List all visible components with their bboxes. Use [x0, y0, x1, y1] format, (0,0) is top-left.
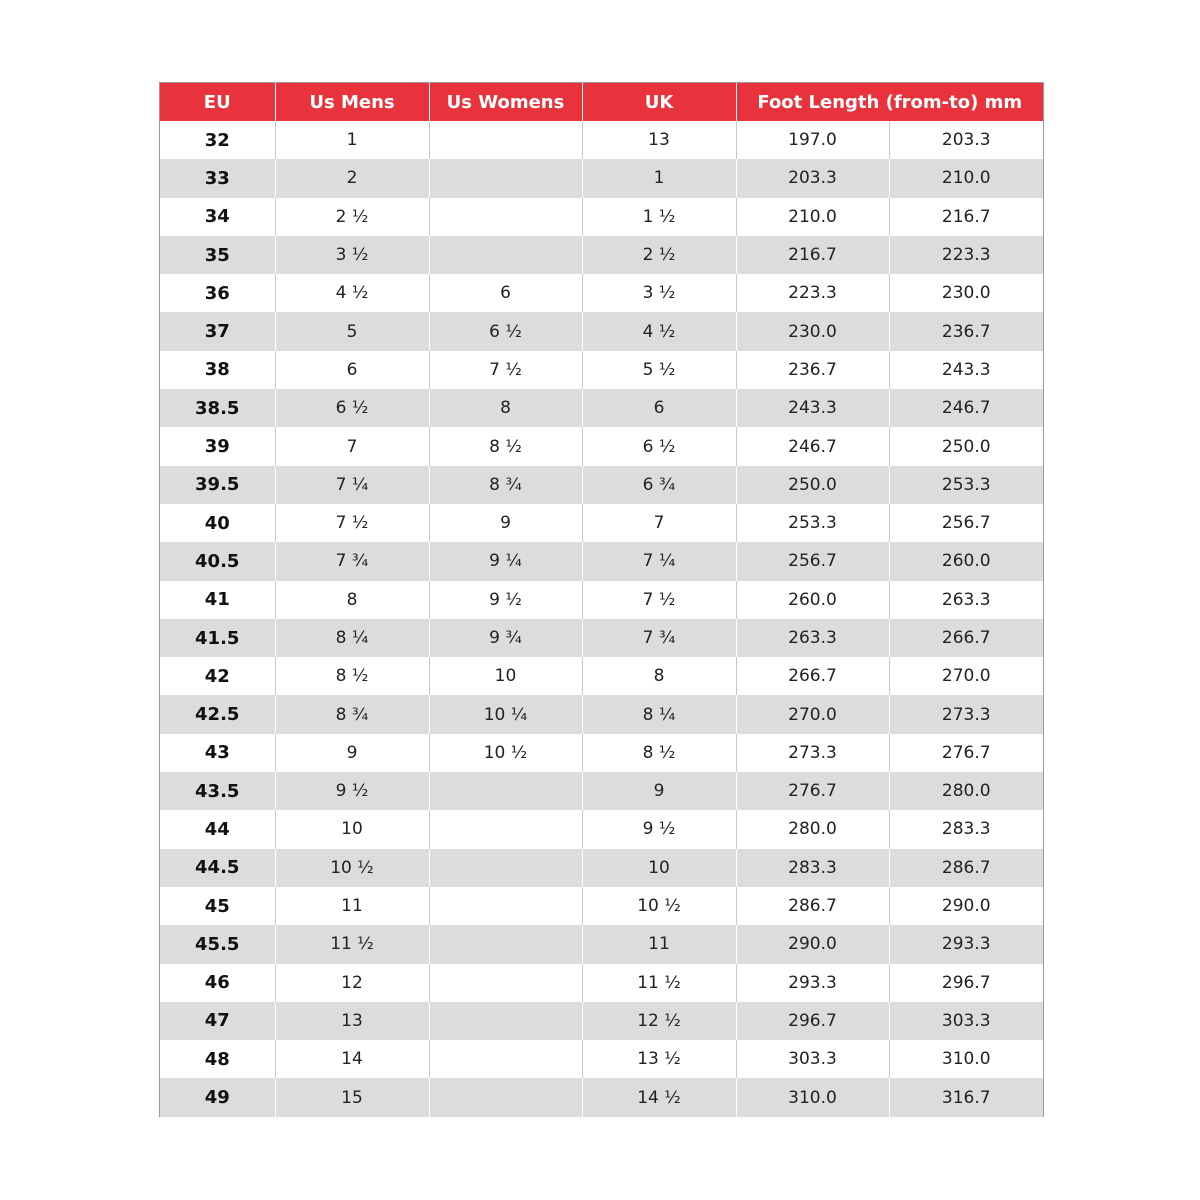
uk-cell: 14 ½: [582, 1078, 736, 1116]
foot-length-from-cell: 210.0: [736, 198, 889, 236]
foot-length-from-cell: 223.3: [736, 274, 889, 312]
foot-length-to-cell: 283.3: [941, 819, 991, 840]
eu-cell: 46: [160, 964, 275, 1002]
us-womens-cell: 9 ¼: [429, 542, 582, 580]
foot-length-to-cell: 250.0: [941, 436, 991, 457]
eu-cell: 40: [160, 504, 275, 542]
foot-length-to-cell: 273.3: [889, 695, 1043, 733]
us-womens-cell: [429, 925, 582, 963]
us-mens-cell: 4 ½: [275, 274, 429, 312]
us-womens-cell: [429, 1040, 582, 1078]
foot-length-from-cell: 236.7: [736, 351, 889, 389]
us-mens-cell: 2: [275, 159, 429, 197]
us-mens-cell: 10: [275, 810, 429, 848]
foot-length-to-cell: 303.3: [889, 1002, 1043, 1040]
foot-length-from-cell: 270.0: [736, 695, 889, 733]
table-row: [160, 849, 1043, 887]
size-table: [160, 83, 1043, 1117]
us-mens-cell: 10 ½: [275, 849, 429, 887]
foot-length-from-cell: 290.0: [736, 925, 889, 963]
eu-cell: 37: [160, 312, 275, 350]
uk-cell: 6: [582, 389, 736, 427]
table-row: [160, 312, 1043, 350]
us-womens-cell: [429, 1078, 582, 1116]
foot-length-to-cell: 256.7: [941, 513, 991, 534]
us-mens-cell: 11: [275, 887, 429, 925]
us-womens-cell: [429, 887, 582, 925]
uk-cell: 10 ½: [582, 887, 736, 925]
header-eu: EU: [160, 83, 275, 121]
us-mens-cell: 9 ½: [275, 772, 429, 810]
us-womens-cell: 6 ½: [429, 312, 582, 350]
foot-length-to-cell: 243.3: [941, 359, 991, 380]
us-mens-cell: 5: [275, 312, 429, 350]
table-row: [160, 734, 1043, 772]
us-womens-cell: 8 ½: [429, 427, 582, 465]
foot-length-from-cell: 216.7: [736, 236, 889, 274]
foot-length-from-cell: 310.0: [736, 1078, 889, 1116]
eu-cell: 38.5: [160, 389, 275, 427]
eu-cell: 38: [160, 351, 275, 389]
uk-cell: 6 ¾: [582, 466, 736, 504]
us-mens-cell: 8 ¾: [275, 695, 429, 733]
foot-length-from-cell: 260.0: [736, 581, 889, 619]
foot-length-to-cell: 210.0: [889, 159, 1043, 197]
foot-length-from-cell: 250.0: [736, 466, 889, 504]
eu-cell: 39: [160, 427, 275, 465]
uk-cell: 8 ¼: [582, 695, 736, 733]
table-row: [160, 274, 1043, 312]
us-mens-cell: 7 ¾: [275, 542, 429, 580]
foot-length-from-cell: 197.0: [736, 121, 889, 159]
size-chart: [159, 82, 1044, 1117]
us-womens-cell: [429, 772, 582, 810]
foot-length-from-cell: 286.7: [736, 887, 889, 925]
header-row: [160, 83, 1043, 121]
foot-length-to-cell: 310.0: [941, 1049, 991, 1070]
us-womens-cell: 9 ½: [429, 581, 582, 619]
uk-cell: 1 ½: [582, 198, 736, 236]
table-row: [160, 657, 1043, 695]
us-womens-cell: [429, 810, 582, 848]
us-mens-cell: 14: [275, 1040, 429, 1078]
table-row: [160, 1078, 1043, 1116]
eu-cell: 41: [160, 581, 275, 619]
foot-length-to-cell: 296.7: [941, 972, 991, 993]
table-row: [160, 810, 1043, 848]
uk-cell: 8 ½: [582, 734, 736, 772]
eu-cell: 45: [160, 887, 275, 925]
us-womens-cell: [429, 236, 582, 274]
header-foot-length: Foot Length (from-to) mm: [736, 83, 1043, 121]
eu-cell: 42.5: [160, 695, 275, 733]
us-mens-cell: 11 ½: [275, 925, 429, 963]
foot-length-to-cell: 230.0: [941, 283, 991, 304]
foot-length-from-cell: 253.3: [736, 504, 889, 542]
uk-cell: 7 ¼: [582, 542, 736, 580]
foot-length-to-cell: 236.7: [889, 312, 1043, 350]
eu-cell: 35: [160, 236, 275, 274]
foot-length-from-cell: 243.3: [736, 389, 889, 427]
eu-cell: 36: [160, 274, 275, 312]
foot-length-to-cell: 280.0: [889, 772, 1043, 810]
us-womens-cell: [429, 964, 582, 1002]
table-row: [160, 964, 1043, 1002]
uk-cell: 7: [582, 504, 736, 542]
eu-cell: 47: [160, 1002, 275, 1040]
us-mens-cell: 6: [275, 351, 429, 389]
us-mens-cell: 7: [275, 427, 429, 465]
us-womens-cell: 10 ¼: [429, 695, 582, 733]
us-mens-cell: 6 ½: [275, 389, 429, 427]
us-mens-cell: 12: [275, 964, 429, 1002]
foot-length-to-cell: 286.7: [889, 849, 1043, 887]
us-mens-cell: 13: [275, 1002, 429, 1040]
foot-length-from-cell: 276.7: [736, 772, 889, 810]
uk-cell: 9 ½: [582, 810, 736, 848]
eu-cell: 48: [160, 1040, 275, 1078]
foot-length-from-cell: 266.7: [736, 657, 889, 695]
foot-length-to-cell: 253.3: [889, 466, 1043, 504]
table-row: [160, 695, 1043, 733]
eu-cell: 49: [160, 1078, 275, 1116]
foot-length-from-cell: 203.3: [736, 159, 889, 197]
uk-cell: 6 ½: [582, 427, 736, 465]
us-mens-cell: 3 ½: [275, 236, 429, 274]
table-row: [160, 389, 1043, 427]
us-womens-cell: 9: [429, 504, 582, 542]
eu-cell: 44: [160, 810, 275, 848]
foot-length-to-cell: 246.7: [889, 389, 1043, 427]
uk-cell: 13: [582, 121, 736, 159]
table-row: [160, 427, 1043, 465]
eu-cell: 40.5: [160, 542, 275, 580]
foot-length-to-cell: 316.7: [889, 1078, 1043, 1116]
us-womens-cell: 8 ¾: [429, 466, 582, 504]
uk-cell: 3 ½: [582, 274, 736, 312]
foot-length-to-cell: 203.3: [941, 130, 991, 151]
foot-length-to-cell: 216.7: [941, 206, 991, 227]
uk-cell: 12 ½: [582, 1002, 736, 1040]
eu-cell: 34: [160, 198, 275, 236]
us-womens-cell: [429, 1002, 582, 1040]
eu-cell: 44.5: [160, 849, 275, 887]
table-row: [160, 887, 1043, 925]
header-us-mens: Us Mens: [275, 83, 429, 121]
us-womens-cell: 8: [429, 389, 582, 427]
eu-cell: 33: [160, 159, 275, 197]
uk-cell: 11: [582, 925, 736, 963]
table-row: [160, 504, 1043, 542]
us-womens-cell: 10 ½: [429, 734, 582, 772]
us-mens-cell: 8 ½: [275, 657, 429, 695]
uk-cell: 5 ½: [582, 351, 736, 389]
table-row: [160, 159, 1043, 197]
foot-length-to-cell: 263.3: [941, 589, 991, 610]
table-row: [160, 466, 1043, 504]
foot-length-to-cell: 270.0: [941, 666, 991, 687]
table-row: [160, 198, 1043, 236]
us-mens-cell: 1: [275, 121, 429, 159]
us-mens-cell: 15: [275, 1078, 429, 1116]
foot-length-from-cell: 230.0: [736, 312, 889, 350]
us-womens-cell: 9 ¾: [429, 619, 582, 657]
eu-cell: 39.5: [160, 466, 275, 504]
foot-length-from-cell: 263.3: [736, 619, 889, 657]
us-womens-cell: [429, 849, 582, 887]
foot-length-from-cell: 246.7: [736, 427, 889, 465]
uk-cell: 7 ¾: [582, 619, 736, 657]
size-table-body: [160, 121, 1043, 1117]
foot-length-from-cell: 280.0: [736, 810, 889, 848]
eu-cell: 42: [160, 657, 275, 695]
header-us-womens: Us Womens: [429, 83, 582, 121]
us-mens-cell: 7 ½: [275, 504, 429, 542]
us-womens-cell: 6: [429, 274, 582, 312]
foot-length-from-cell: 303.3: [736, 1040, 889, 1078]
foot-length-from-cell: 296.7: [736, 1002, 889, 1040]
uk-cell: 9: [582, 772, 736, 810]
table-row: [160, 581, 1043, 619]
eu-cell: 43: [160, 734, 275, 772]
foot-length-to-cell: 293.3: [889, 925, 1043, 963]
eu-cell: 32: [160, 121, 275, 159]
us-womens-cell: [429, 198, 582, 236]
us-womens-cell: 10: [429, 657, 582, 695]
us-mens-cell: 9: [275, 734, 429, 772]
us-mens-cell: 8: [275, 581, 429, 619]
table-row: [160, 351, 1043, 389]
us-mens-cell: 7 ¼: [275, 466, 429, 504]
eu-cell: 41.5: [160, 619, 275, 657]
foot-length-from-cell: 283.3: [736, 849, 889, 887]
eu-cell: 43.5: [160, 772, 275, 810]
table-row: [160, 121, 1043, 159]
us-mens-cell: 8 ¼: [275, 619, 429, 657]
us-womens-cell: [429, 159, 582, 197]
table-row: [160, 542, 1043, 580]
table-row: [160, 619, 1043, 657]
foot-length-from-cell: 273.3: [736, 734, 889, 772]
uk-cell: 1: [582, 159, 736, 197]
table-row: [160, 236, 1043, 274]
us-mens-cell: 2 ½: [275, 198, 429, 236]
foot-length-to-cell: 260.0: [889, 542, 1043, 580]
uk-cell: 13 ½: [582, 1040, 736, 1078]
table-row: [160, 925, 1043, 963]
uk-cell: 7 ½: [582, 581, 736, 619]
eu-cell: 45.5: [160, 925, 275, 963]
header-uk: UK: [582, 83, 736, 121]
uk-cell: 10: [582, 849, 736, 887]
foot-length-to-cell: 223.3: [889, 236, 1043, 274]
table-row: [160, 1040, 1043, 1078]
uk-cell: 2 ½: [582, 236, 736, 274]
foot-length-to-cell: 276.7: [941, 742, 991, 763]
table-row: [160, 1002, 1043, 1040]
foot-length-to-cell: 266.7: [889, 619, 1043, 657]
foot-length-from-cell: 293.3: [736, 964, 889, 1002]
uk-cell: 8: [582, 657, 736, 695]
uk-cell: 4 ½: [582, 312, 736, 350]
uk-cell: 11 ½: [582, 964, 736, 1002]
us-womens-cell: [429, 121, 582, 159]
us-womens-cell: 7 ½: [429, 351, 582, 389]
foot-length-from-cell: 256.7: [736, 542, 889, 580]
table-row: [160, 772, 1043, 810]
foot-length-to-cell: 290.0: [941, 896, 991, 917]
